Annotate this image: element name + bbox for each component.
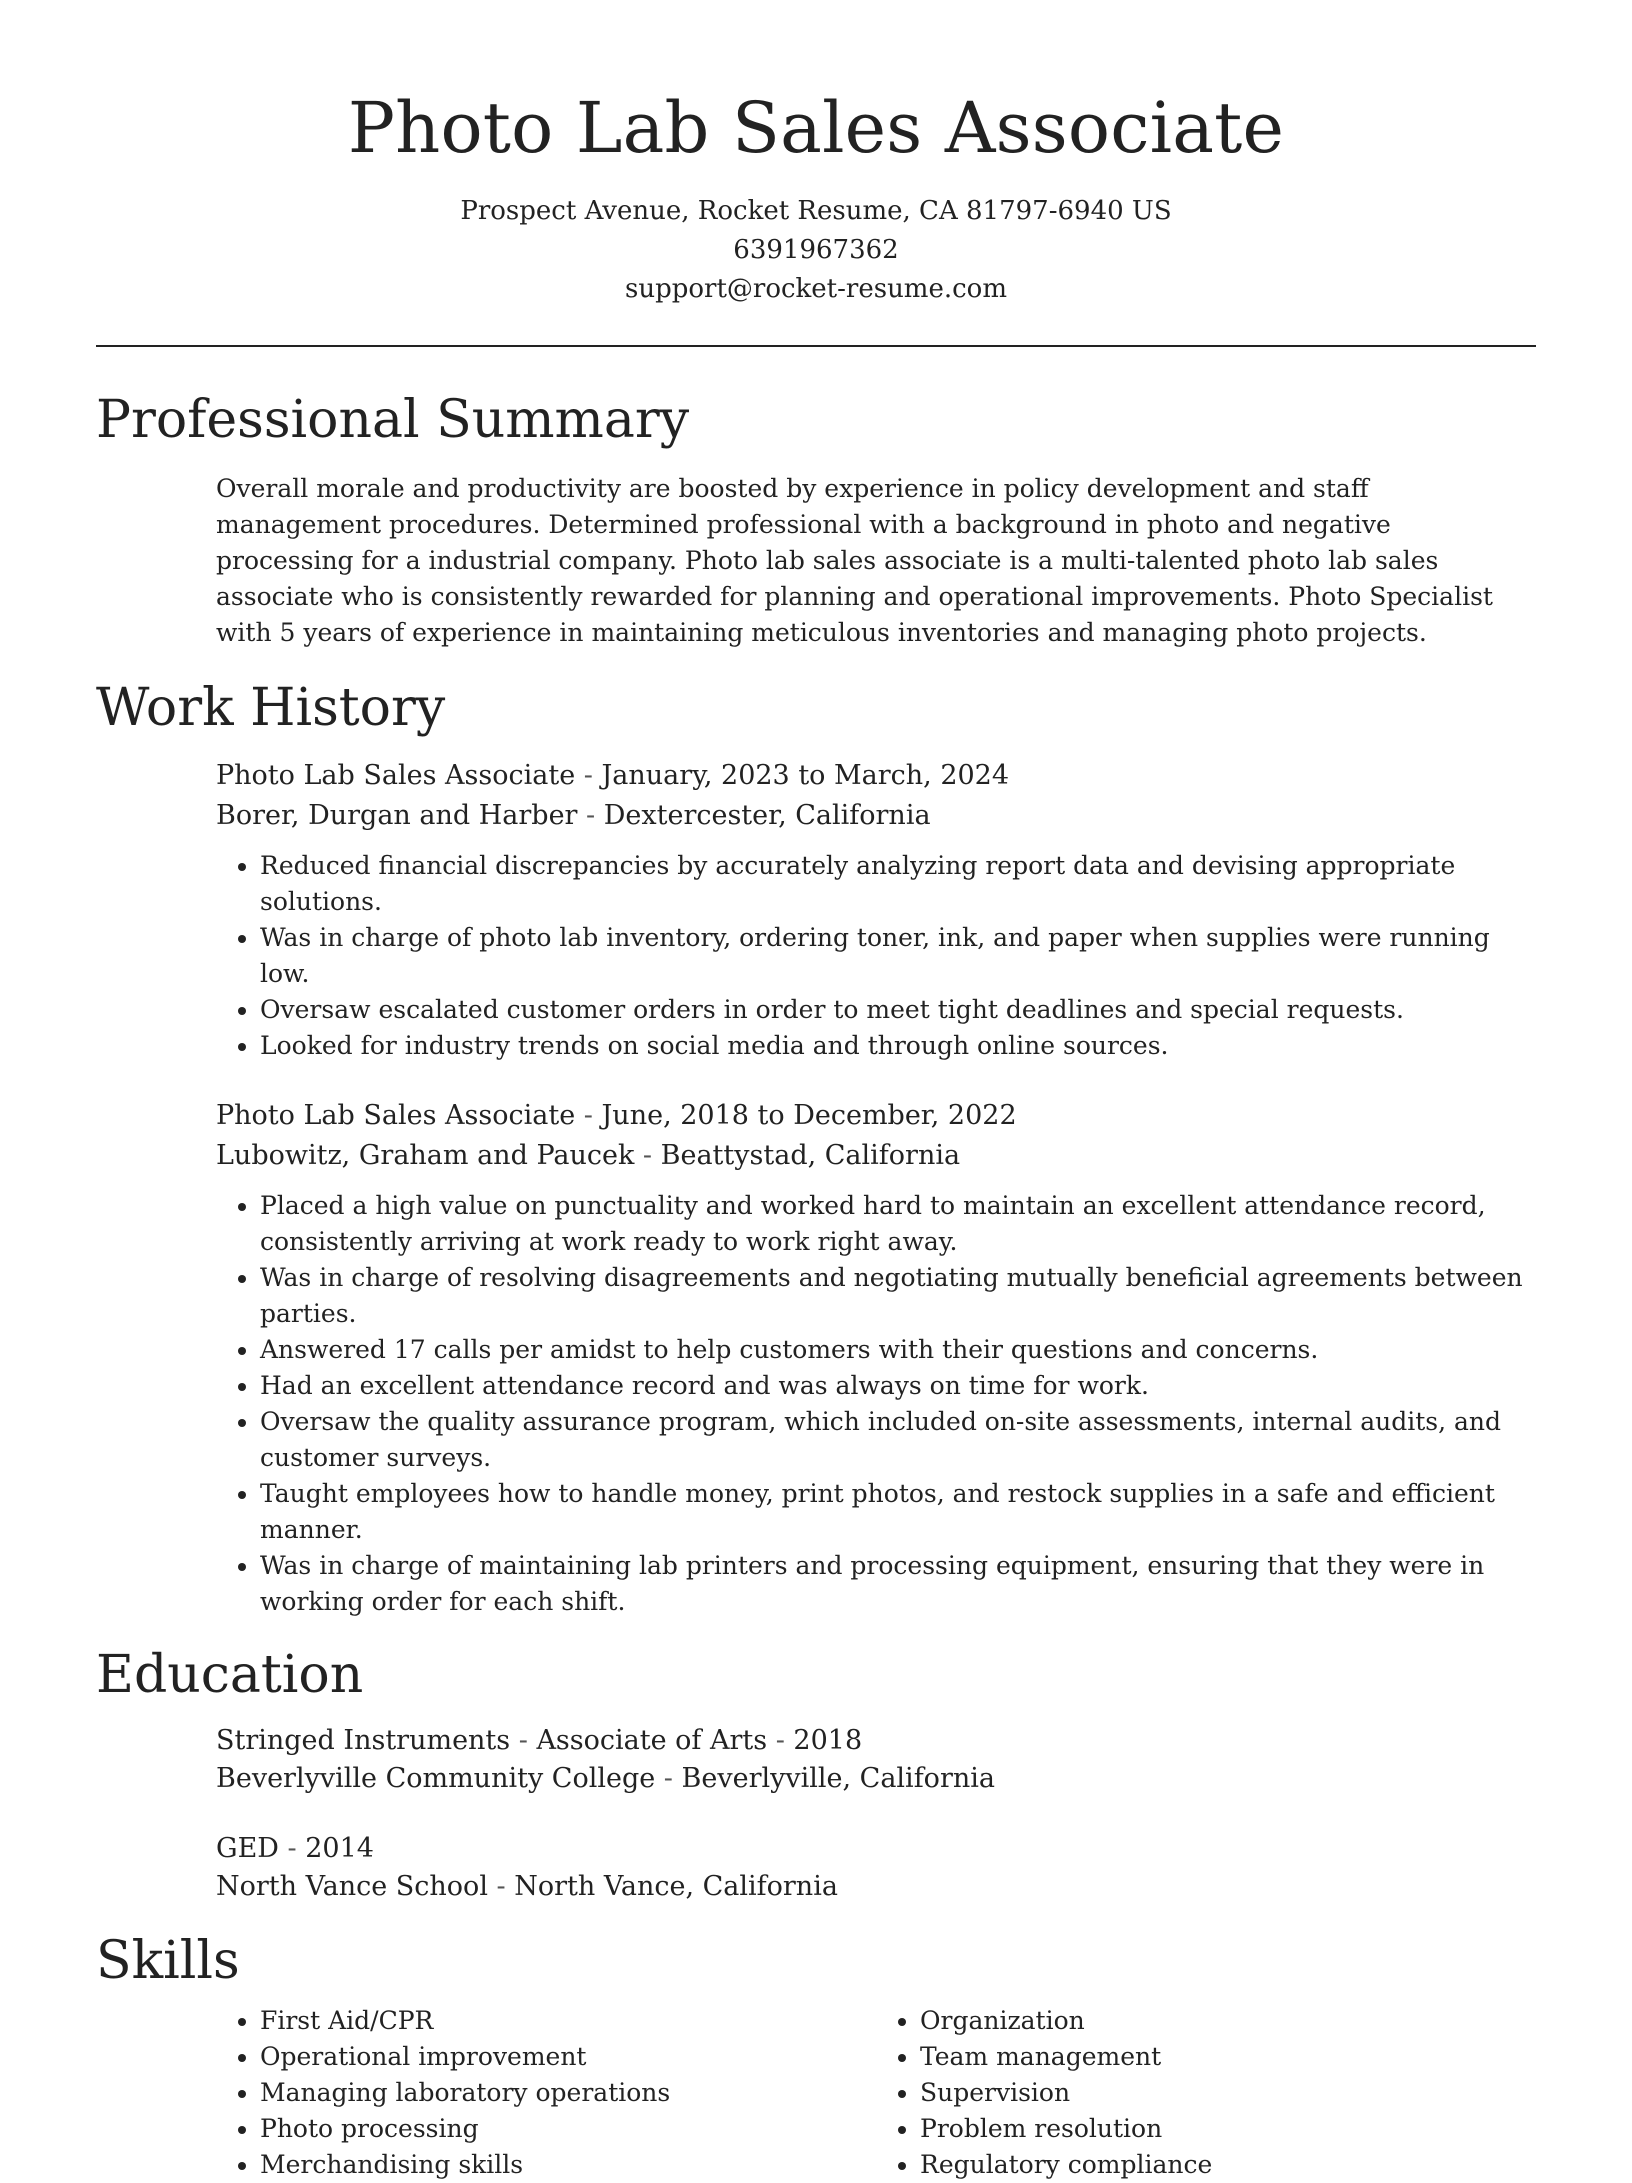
job-dates: January, 2023 to March, 2024 [601, 759, 1010, 791]
list-item: • Operational improvement [260, 2039, 876, 2075]
contact-block [96, 192, 1536, 309]
skills-column-right [876, 2003, 1536, 2183]
education-degree: Associate of Arts [536, 1725, 768, 1757]
job-location: Dextercester, California [603, 799, 931, 831]
education-year: 2014 [305, 1833, 374, 1865]
address: Prospect Avenue, Rocket Resume, CA 81797-6940 US [460, 196, 1172, 226]
list-item: • Looked for industry trends on social media and through online sources. [260, 1028, 1536, 1064]
education-school: Beverlyville Community College [216, 1763, 656, 1795]
job-location: Beattystad, California [660, 1139, 961, 1171]
skills-section [96, 1930, 1536, 2182]
separator: - [487, 1871, 515, 1903]
header-divider [96, 345, 1536, 347]
job-entry [96, 756, 1536, 1064]
section-title-education: Education [96, 1644, 364, 1705]
job-title-line [216, 1096, 1536, 1136]
list-item: • Team management [920, 2039, 1536, 2075]
list-item: • Regulatory compliance [920, 2147, 1536, 2183]
job-dates: June, 2018 to December, 2022 [601, 1099, 1017, 1131]
candidate-name: Photo Lab Sales Associate [347, 87, 1285, 169]
separator: - [510, 1725, 537, 1757]
job-company: Lubowitz, Graham and Paucek [216, 1139, 635, 1171]
email: support@rocket-resume.com [624, 274, 1007, 304]
list-item: • First Aid/CPR [260, 2003, 876, 2039]
list-item: • Oversaw escalated customer orders in order to meet tight deadlines and special requests. [260, 992, 1536, 1028]
phone: 6391967362 [733, 235, 899, 265]
education-location: North Vance, California [514, 1871, 838, 1903]
list-item: • Placed a high value on punctuality and worked hard to maintain an excellent attendance record, consistently arriving at work ready to work right away. [260, 1188, 1536, 1260]
section-title-work: Work History [96, 678, 446, 739]
education-degree: GED [216, 1833, 279, 1865]
skills-column-left [216, 2003, 876, 2183]
job-company-line [216, 796, 1536, 836]
job-company-line [216, 1136, 1536, 1176]
separator: - [577, 799, 604, 831]
education-field: Stringed Instruments [216, 1725, 511, 1757]
list-item: • Managing laboratory operations [260, 2075, 876, 2111]
separator: - [634, 1139, 661, 1171]
job-bullets [216, 1188, 1536, 1620]
separator: - [767, 1725, 794, 1757]
education-degree-line [216, 1830, 1536, 1868]
job-title: Photo Lab Sales Associate [216, 759, 576, 791]
education-school: North Vance School [216, 1871, 488, 1903]
list-item: • Supervision [920, 2075, 1536, 2111]
education-location: Beverlyville, California [681, 1763, 995, 1795]
resume-header [96, 0, 1536, 309]
education-school-line [216, 1760, 1536, 1798]
list-item: • Taught employees how to handle money, print photos, and restock supplies in a safe and efficient manner. [260, 1476, 1536, 1548]
work-section [96, 677, 1536, 1619]
education-school-line [216, 1868, 1536, 1906]
separator: - [575, 1099, 602, 1131]
list-item: • Was in charge of maintaining lab printers and processing equipment, ensuring that they were in working order for each shift. [260, 1548, 1536, 1620]
separator: - [655, 1763, 682, 1795]
list-item: • Answered 17 calls per amidst to help customers with their questions and concerns. [260, 1332, 1536, 1368]
list-item: • Problem resolution [920, 2111, 1536, 2147]
job-title-line [216, 756, 1536, 796]
job-title: Photo Lab Sales Associate [216, 1099, 576, 1131]
list-item: • Organization [920, 2003, 1536, 2039]
summary-text: Overall morale and productivity are boosted by experience in policy development and staff management procedures. Determined professional with a background in photo and negative processing for a industrial company. Photo lab sales associate is a multi-talented photo lab sales associate who is consistently rewarded for planning and operational improvements. Photo Specialist with 5 years of experience in maintaining meticulous inventories and managing photo projects. [216, 474, 1493, 648]
job-bullets [216, 848, 1536, 1064]
job-entry [96, 1096, 1536, 1620]
list-item: • Merchandising skills [260, 2147, 876, 2183]
list-item: • Photo processing [260, 2111, 876, 2147]
education-section [96, 1644, 1536, 1906]
job-company: Borer, Durgan and Harber [216, 799, 578, 831]
section-title-summary: Professional Summary [96, 390, 690, 450]
section-title-skills: Skills [96, 1931, 240, 1992]
separator: - [278, 1833, 306, 1865]
list-item: • Reduced financial discrepancies by accurately analyzing report data and devising appropriate solutions. [260, 848, 1536, 920]
list-item: • Was in charge of photo lab inventory, ordering toner, ink, and paper when supplies were running low. [260, 920, 1536, 992]
summary-section [96, 389, 1536, 651]
skills-grid [96, 2003, 1536, 2183]
education-degree-line [216, 1722, 1536, 1760]
education-entry [96, 1722, 1536, 1798]
separator: - [575, 759, 602, 791]
list-item: • Was in charge of resolving disagreements and negotiating mutually beneficial agreements between parties. [260, 1260, 1536, 1332]
list-item: • Had an excellent attendance record and was always on time for work. [260, 1368, 1536, 1404]
education-year: 2018 [793, 1725, 863, 1757]
education-entry [96, 1830, 1536, 1906]
list-item: • Oversaw the quality assurance program, which included on-site assessments, internal audits, and customer surveys. [260, 1404, 1536, 1476]
